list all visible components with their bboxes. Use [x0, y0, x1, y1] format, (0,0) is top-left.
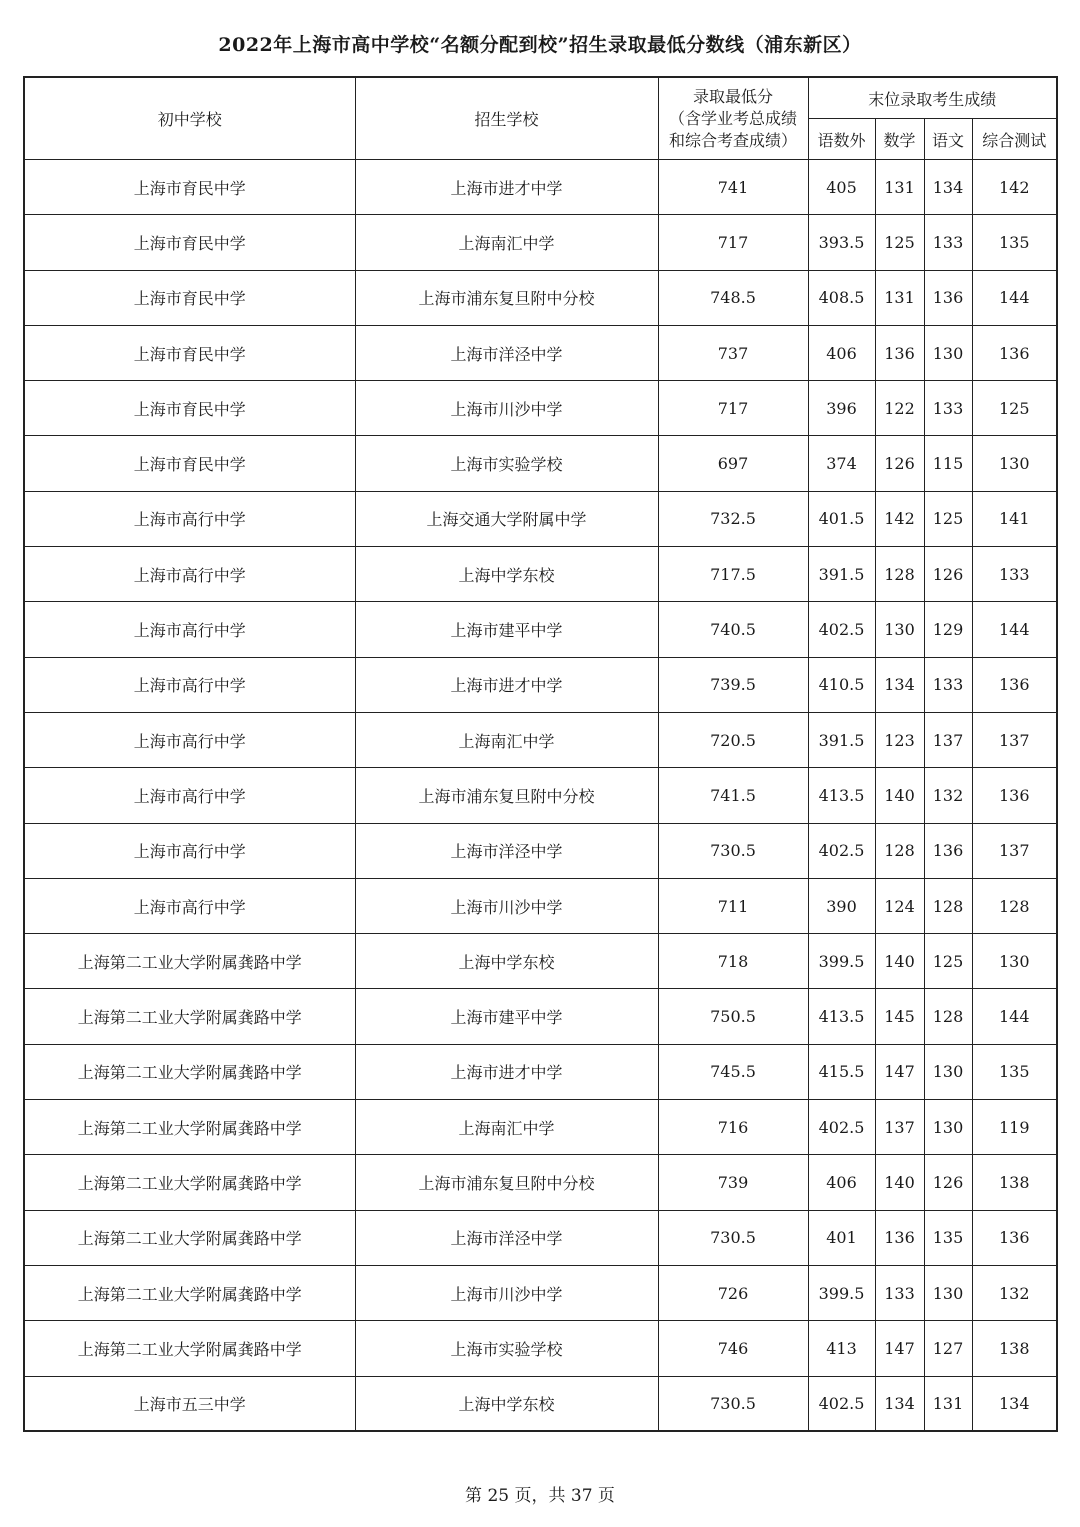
cell-chinese: 133 — [924, 657, 972, 712]
cell-enrolling-school: 上海市建平中学 — [355, 602, 658, 657]
cell-chinese: 132 — [924, 768, 972, 823]
cell-yushuwai: 390 — [808, 878, 875, 933]
cell-math: 134 — [875, 657, 924, 712]
cell-comprehensive: 132 — [972, 1265, 1057, 1320]
cell-math: 122 — [875, 381, 924, 436]
cell-chinese: 133 — [924, 381, 972, 436]
cell-enrolling-school: 上海市进才中学 — [355, 1044, 658, 1099]
cell-minimum-score: 717 — [658, 215, 808, 270]
cell-enrolling-school: 上海南汇中学 — [355, 712, 658, 767]
table-row — [24, 989, 1057, 1044]
cell-math: 131 — [875, 160, 924, 215]
cell-comprehensive: 135 — [972, 215, 1057, 270]
admission-score-table — [23, 76, 1058, 1432]
cell-minimum-score: 737 — [658, 325, 808, 380]
cell-yushuwai: 402.5 — [808, 1376, 875, 1431]
cell-junior-school: 上海第二工业大学附属龚路中学 — [24, 1321, 355, 1376]
cell-chinese: 126 — [924, 1155, 972, 1210]
cell-comprehensive: 137 — [972, 823, 1057, 878]
cell-chinese: 115 — [924, 436, 972, 491]
cell-comprehensive: 136 — [972, 325, 1057, 380]
cell-chinese: 126 — [924, 547, 972, 602]
cell-junior-school: 上海市育民中学 — [24, 215, 355, 270]
cell-junior-school: 上海第二工业大学附属龚路中学 — [24, 1265, 355, 1320]
cell-math: 140 — [875, 768, 924, 823]
cell-minimum-score: 741.5 — [658, 768, 808, 823]
cell-enrolling-school: 上海市川沙中学 — [355, 878, 658, 933]
cell-yushuwai: 396 — [808, 381, 875, 436]
cell-minimum-score: 745.5 — [658, 1044, 808, 1099]
cell-junior-school: 上海第二工业大学附属龚路中学 — [24, 1044, 355, 1099]
cell-math: 123 — [875, 712, 924, 767]
cell-yushuwai: 401 — [808, 1210, 875, 1265]
cell-enrolling-school: 上海市浦东复旦附中分校 — [355, 270, 658, 325]
table-row — [24, 1376, 1057, 1431]
cell-comprehensive: 142 — [972, 160, 1057, 215]
cell-math: 147 — [875, 1321, 924, 1376]
cell-chinese: 125 — [924, 934, 972, 989]
cell-comprehensive: 138 — [972, 1321, 1057, 1376]
cell-minimum-score: 717 — [658, 381, 808, 436]
cell-chinese: 128 — [924, 878, 972, 933]
cell-math: 134 — [875, 1376, 924, 1431]
table-row — [24, 1044, 1057, 1099]
cell-math: 145 — [875, 989, 924, 1044]
cell-yushuwai: 413 — [808, 1321, 875, 1376]
cell-minimum-score: 739.5 — [658, 657, 808, 712]
table-row — [24, 878, 1057, 933]
cell-math: 140 — [875, 1155, 924, 1210]
cell-junior-school: 上海第二工业大学附属龚路中学 — [24, 989, 355, 1044]
table-row — [24, 712, 1057, 767]
cell-minimum-score: 750.5 — [658, 989, 808, 1044]
cell-comprehensive: 144 — [972, 602, 1057, 657]
cell-yushuwai: 405 — [808, 160, 875, 215]
cell-minimum-score: 717.5 — [658, 547, 808, 602]
cell-chinese: 135 — [924, 1210, 972, 1265]
table-row — [24, 325, 1057, 380]
cell-chinese: 128 — [924, 989, 972, 1044]
header-minimum-score — [658, 77, 808, 160]
table-row — [24, 215, 1057, 270]
table-row — [24, 823, 1057, 878]
table-row — [24, 547, 1057, 602]
cell-enrolling-school: 上海市洋泾中学 — [355, 325, 658, 380]
cell-minimum-score: 746 — [658, 1321, 808, 1376]
header-comprehensive: 综合测试 — [972, 119, 1057, 160]
cell-chinese: 129 — [924, 602, 972, 657]
cell-math: 131 — [875, 270, 924, 325]
cell-junior-school: 上海市育民中学 — [24, 325, 355, 380]
cell-minimum-score: 718 — [658, 934, 808, 989]
cell-math: 137 — [875, 1100, 924, 1155]
cell-junior-school: 上海市高行中学 — [24, 768, 355, 823]
cell-comprehensive: 137 — [972, 712, 1057, 767]
cell-math: 128 — [875, 547, 924, 602]
cell-yushuwai: 415.5 — [808, 1044, 875, 1099]
cell-yushuwai: 410.5 — [808, 657, 875, 712]
cell-chinese: 136 — [924, 270, 972, 325]
header-min-line3: 和综合考查成绩） — [668, 130, 797, 150]
cell-junior-school: 上海市高行中学 — [24, 602, 355, 657]
cell-yushuwai: 413.5 — [808, 989, 875, 1044]
header-min-line1: 录取最低分 — [692, 86, 773, 106]
table-row — [24, 657, 1057, 712]
header-min-line2: （含学业考总成绩 — [668, 108, 797, 128]
cell-junior-school: 上海市五三中学 — [24, 1376, 355, 1431]
cell-junior-school: 上海市高行中学 — [24, 878, 355, 933]
cell-chinese: 134 — [924, 160, 972, 215]
header-math: 数学 — [875, 119, 924, 160]
cell-comprehensive: 144 — [972, 270, 1057, 325]
table-row — [24, 491, 1057, 546]
cell-math: 147 — [875, 1044, 924, 1099]
cell-enrolling-school: 上海市洋泾中学 — [355, 823, 658, 878]
cell-comprehensive: 119 — [972, 1100, 1057, 1155]
cell-minimum-score: 732.5 — [658, 491, 808, 546]
cell-enrolling-school: 上海市进才中学 — [355, 160, 658, 215]
cell-junior-school: 上海市高行中学 — [24, 823, 355, 878]
cell-math: 128 — [875, 823, 924, 878]
cell-comprehensive: 125 — [972, 381, 1057, 436]
cell-enrolling-school: 上海中学东校 — [355, 934, 658, 989]
cell-minimum-score: 730.5 — [658, 823, 808, 878]
cell-math: 124 — [875, 878, 924, 933]
cell-minimum-score: 730.5 — [658, 1210, 808, 1265]
table-row — [24, 1321, 1057, 1376]
cell-junior-school: 上海市育民中学 — [24, 270, 355, 325]
cell-chinese: 131 — [924, 1376, 972, 1431]
cell-junior-school: 上海第二工业大学附属龚路中学 — [24, 1210, 355, 1265]
cell-enrolling-school: 上海市建平中学 — [355, 989, 658, 1044]
cell-comprehensive: 134 — [972, 1376, 1057, 1431]
cell-yushuwai: 402.5 — [808, 823, 875, 878]
cell-comprehensive: 138 — [972, 1155, 1057, 1210]
cell-yushuwai: 406 — [808, 325, 875, 380]
cell-comprehensive: 141 — [972, 491, 1057, 546]
table-row — [24, 160, 1057, 215]
cell-comprehensive: 136 — [972, 1210, 1057, 1265]
cell-minimum-score: 741 — [658, 160, 808, 215]
cell-enrolling-school: 上海市实验学校 — [355, 436, 658, 491]
cell-comprehensive: 136 — [972, 657, 1057, 712]
cell-junior-school: 上海市高行中学 — [24, 657, 355, 712]
cell-comprehensive: 128 — [972, 878, 1057, 933]
cell-enrolling-school: 上海市实验学校 — [355, 1321, 658, 1376]
page-footer: 第 25 页，共 37 页 — [465, 1486, 615, 1506]
cell-math: 140 — [875, 934, 924, 989]
header-yushuwai: 语数外 — [808, 119, 875, 160]
table-row — [24, 768, 1057, 823]
cell-junior-school: 上海市高行中学 — [24, 712, 355, 767]
cell-chinese: 130 — [924, 1100, 972, 1155]
cell-comprehensive: 130 — [972, 436, 1057, 491]
cell-math: 142 — [875, 491, 924, 546]
cell-enrolling-school: 上海市浦东复旦附中分校 — [355, 768, 658, 823]
cell-junior-school: 上海市育民中学 — [24, 160, 355, 215]
cell-comprehensive: 136 — [972, 768, 1057, 823]
header-chinese: 语文 — [924, 119, 972, 160]
cell-yushuwai: 413.5 — [808, 768, 875, 823]
cell-yushuwai: 401.5 — [808, 491, 875, 546]
cell-enrolling-school: 上海市川沙中学 — [355, 381, 658, 436]
cell-minimum-score: 711 — [658, 878, 808, 933]
cell-enrolling-school: 上海中学东校 — [355, 547, 658, 602]
cell-comprehensive: 133 — [972, 547, 1057, 602]
cell-chinese: 130 — [924, 1044, 972, 1099]
cell-math: 125 — [875, 215, 924, 270]
cell-yushuwai: 399.5 — [808, 1265, 875, 1320]
table-row — [24, 602, 1057, 657]
table-row — [24, 436, 1057, 491]
table-row — [24, 1210, 1057, 1265]
cell-enrolling-school: 上海南汇中学 — [355, 215, 658, 270]
cell-math: 136 — [875, 1210, 924, 1265]
table-row — [24, 270, 1057, 325]
cell-yushuwai: 408.5 — [808, 270, 875, 325]
cell-chinese: 130 — [924, 1265, 972, 1320]
cell-minimum-score: 740.5 — [658, 602, 808, 657]
table-row — [24, 1155, 1057, 1210]
cell-yushuwai: 393.5 — [808, 215, 875, 270]
cell-chinese: 137 — [924, 712, 972, 767]
cell-junior-school: 上海市高行中学 — [24, 491, 355, 546]
table-row — [24, 1100, 1057, 1155]
cell-math: 133 — [875, 1265, 924, 1320]
cell-yushuwai: 402.5 — [808, 602, 875, 657]
cell-enrolling-school: 上海中学东校 — [355, 1376, 658, 1431]
cell-junior-school: 上海第二工业大学附属龚路中学 — [24, 934, 355, 989]
header-last-admitted-scores: 末位录取考生成绩 — [808, 77, 1057, 119]
cell-yushuwai: 374 — [808, 436, 875, 491]
cell-chinese: 136 — [924, 823, 972, 878]
cell-junior-school: 上海市育民中学 — [24, 436, 355, 491]
cell-junior-school: 上海市高行中学 — [24, 547, 355, 602]
cell-chinese: 130 — [924, 325, 972, 380]
cell-chinese: 133 — [924, 215, 972, 270]
cell-yushuwai: 391.5 — [808, 712, 875, 767]
cell-math: 130 — [875, 602, 924, 657]
cell-yushuwai: 406 — [808, 1155, 875, 1210]
header-enrolling-school: 招生学校 — [355, 77, 658, 160]
header-junior-school: 初中学校 — [24, 77, 355, 160]
cell-yushuwai: 391.5 — [808, 547, 875, 602]
cell-junior-school: 上海第二工业大学附属龚路中学 — [24, 1100, 355, 1155]
cell-enrolling-school: 上海交通大学附属中学 — [355, 491, 658, 546]
cell-minimum-score: 697 — [658, 436, 808, 491]
cell-enrolling-school: 上海市川沙中学 — [355, 1265, 658, 1320]
table-row — [24, 934, 1057, 989]
table-row — [24, 381, 1057, 436]
cell-comprehensive: 130 — [972, 934, 1057, 989]
page-title: 2022年上海市高中学校“名额分配到校”招生录取最低分数线（浦东新区） — [218, 34, 862, 56]
cell-minimum-score: 716 — [658, 1100, 808, 1155]
cell-minimum-score: 739 — [658, 1155, 808, 1210]
cell-junior-school: 上海第二工业大学附属龚路中学 — [24, 1155, 355, 1210]
cell-minimum-score: 726 — [658, 1265, 808, 1320]
cell-comprehensive: 135 — [972, 1044, 1057, 1099]
cell-enrolling-school: 上海市浦东复旦附中分校 — [355, 1155, 658, 1210]
cell-math: 136 — [875, 325, 924, 380]
cell-yushuwai: 402.5 — [808, 1100, 875, 1155]
cell-minimum-score: 720.5 — [658, 712, 808, 767]
cell-enrolling-school: 上海南汇中学 — [355, 1100, 658, 1155]
table-row — [24, 1265, 1057, 1320]
cell-enrolling-school: 上海市洋泾中学 — [355, 1210, 658, 1265]
cell-chinese: 127 — [924, 1321, 972, 1376]
cell-minimum-score: 730.5 — [658, 1376, 808, 1431]
cell-junior-school: 上海市育民中学 — [24, 381, 355, 436]
cell-math: 126 — [875, 436, 924, 491]
cell-yushuwai: 399.5 — [808, 934, 875, 989]
cell-comprehensive: 144 — [972, 989, 1057, 1044]
cell-enrolling-school: 上海市进才中学 — [355, 657, 658, 712]
cell-minimum-score: 748.5 — [658, 270, 808, 325]
table-body — [24, 160, 1057, 1432]
cell-chinese: 125 — [924, 491, 972, 546]
